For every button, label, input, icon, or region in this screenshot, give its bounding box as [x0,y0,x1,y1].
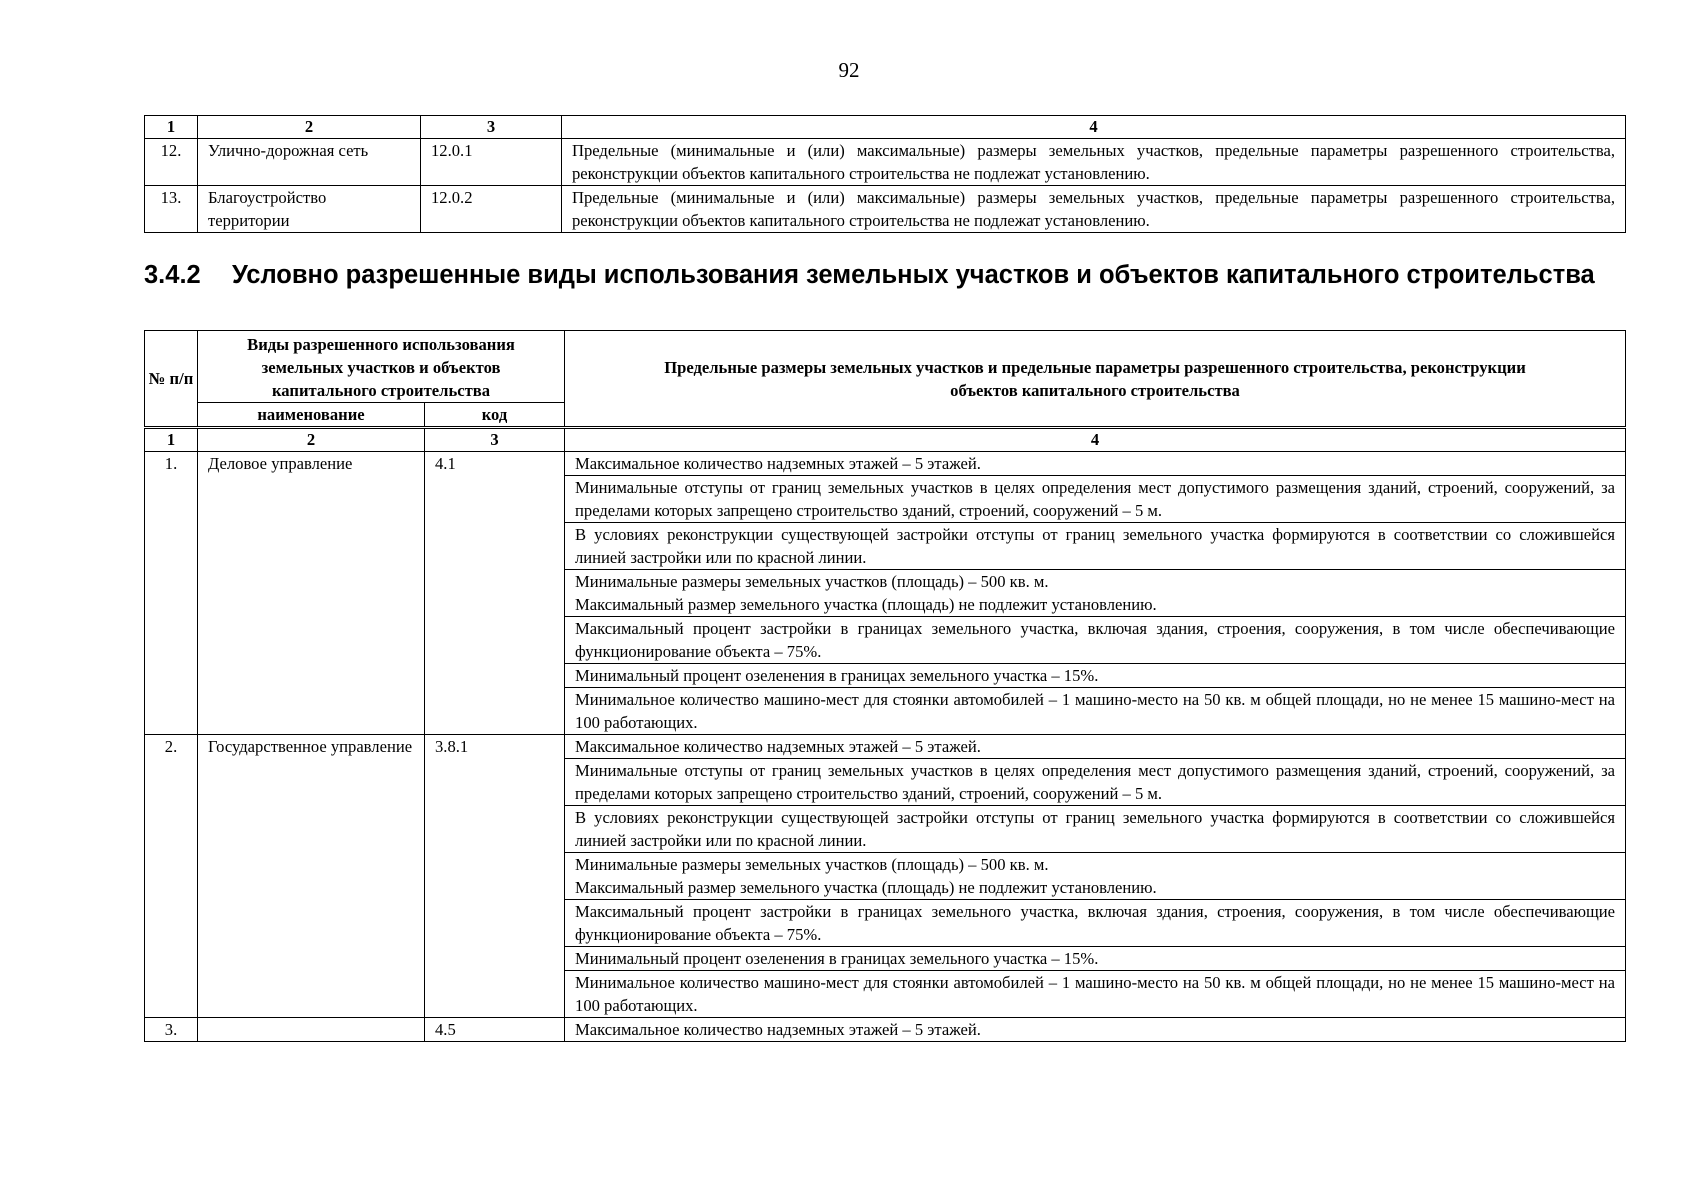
parameter-item: В условиях реконструкции существующей застройки отступы от границ земельного участка формируются в соответствии со сложившейся линией застройки или по красной линии. [565,806,1626,853]
permitted-uses-table-continued [144,115,1626,233]
table-row [145,139,1626,186]
row-number: 12. [145,139,198,186]
table-row [145,452,1626,476]
parameter-item: Максимальное количество надземных этажей – 5 этажей. [565,452,1626,476]
page-number: 92 [838,58,860,82]
parameter-item: Минимальное количество машино-мест для стоянки автомобилей – 1 машино-место на 50 кв. м общей площади, но не менее 15 машино-мест на 100 работающих. [565,688,1626,735]
header-name: наименование [198,403,425,428]
parameter-item: Минимальный процент озеленения в границах земельного участка – 15%. [565,947,1626,971]
column-number: 2 [198,428,425,452]
column-number: 4 [562,116,1626,139]
parameter-item: Максимальное количество надземных этажей – 5 этажей. [565,735,1626,759]
row-number: 2. [145,735,198,1018]
parameters-text: Предельные (минимальные и (или) максимальные) размеры земельных участков, предельные параметры разрешенного строительства, реконструкции объектов капитального строительства не подлежат установлению. [562,139,1626,186]
parameter-item: Минимальные отступы от границ земельных участков в целях определения мест допустимого размещения зданий, строений, сооружений, за пределами которых запрещено строительство зданий, строений, сооружений – 5 м. [565,476,1626,523]
use-code: 3.8.1 [425,735,565,1018]
use-code: 12.0.1 [421,139,562,186]
column-number: 1 [145,428,198,452]
column-number-row [145,116,1626,139]
parameter-item: Максимальный процент застройки в границах земельного участка, включая здания, строения, сооружения, в том числе обеспечивающие функционирование объекта – 75%. [565,617,1626,664]
row-number: 1. [145,452,198,735]
column-number: 2 [198,116,421,139]
parameter-item: Максимальный процент застройки в границах земельного участка, включая здания, строения, сооружения, в том числе обеспечивающие функционирование объекта – 75%. [565,900,1626,947]
use-code: 4.1 [425,452,565,735]
parameters-text: Предельные (минимальные и (или) максимальные) размеры земельных участков, предельные параметры разрешенного строительства, реконструкции объектов капитального строительства не подлежат установлению. [562,186,1626,233]
table-row [145,1018,1626,1042]
column-number: 3 [425,428,565,452]
row-number: 13. [145,186,198,233]
section-number: 3.4.2 [144,261,201,289]
use-name: Деловое управление [198,452,425,735]
use-name: Благоустройство территории [198,186,421,233]
column-number-row [145,428,1626,452]
use-name: Улично-дорожная сеть [198,139,421,186]
header-num: № п/п [145,331,198,428]
header-use-types: Виды разрешенного использования земельных участков и объектов капитального строительства [198,331,565,403]
parameter-item: Минимальное количество машино-мест для стоянки автомобилей – 1 машино-место на 50 кв. м общей площади, но не менее 15 машино-мест на 100 работающих. [565,971,1626,1018]
header-parameters: Предельные размеры земельных участков и предельные параметры разрешенного строительства, реконструкции объектов капитального строительства [565,331,1626,428]
section-title: Условно разрешенные виды использования земельных участков и объектов капитального строительства [232,261,1595,289]
column-number: 3 [421,116,562,139]
table-row [145,186,1626,233]
section-heading [144,261,1626,290]
row-number: 3. [145,1018,198,1042]
table-header-row [145,331,1626,403]
table-row [145,735,1626,759]
conditional-uses-table [144,330,1626,1042]
header-code: код [425,403,565,428]
parameter-item: Минимальные размеры земельных участков (площадь) – 500 кв. м. Максимальный размер земельного участка (площадь) не подлежит установлению. [565,570,1626,617]
column-number: 1 [145,116,198,139]
parameter-item: Минимальный процент озеленения в границах земельного участка – 15%. [565,664,1626,688]
parameter-item: Минимальные размеры земельных участков (площадь) – 500 кв. м. Максимальный размер земельного участка (площадь) не подлежит установлению. [565,853,1626,900]
column-number: 4 [565,428,1626,452]
use-name [198,1018,425,1042]
parameter-item: В условиях реконструкции существующей застройки отступы от границ земельного участка формируются в соответствии со сложившейся линией застройки или по красной линии. [565,523,1626,570]
use-code: 4.5 [425,1018,565,1042]
use-code: 12.0.2 [421,186,562,233]
use-name: Государственное управление [198,735,425,1018]
parameter-item: Минимальные отступы от границ земельных участков в целях определения мест допустимого размещения зданий, строений, сооружений, за пределами которых запрещено строительство зданий, строений, сооружений – 5 м. [565,759,1626,806]
parameter-item: Максимальное количество надземных этажей – 5 этажей. [565,1018,1626,1042]
